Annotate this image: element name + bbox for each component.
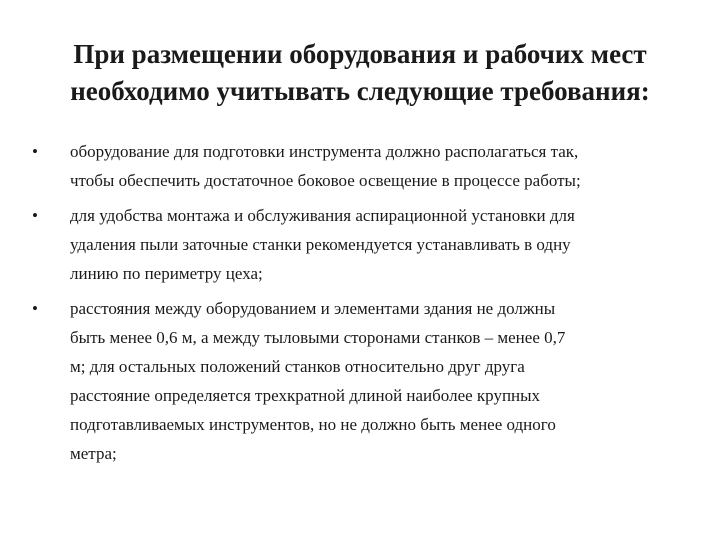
slide-title xyxy=(40,36,680,110)
bullet-text-line: удаления пыли заточные станки рекомендуется устанавливать в одну xyxy=(70,235,571,254)
bullet-text-line: м; для остальных положений станков относительно друг друга xyxy=(70,357,525,376)
bullet-text-line: чтобы обеспечить достаточное боковое освещение в процессе работы; xyxy=(70,171,581,190)
bullet-text-line: расстояния между оборудованием и элементами здания не должны xyxy=(70,299,556,318)
bullet-marker: • xyxy=(32,142,38,161)
slide-title-line: При размещении оборудования и рабочих мест xyxy=(73,39,647,69)
bullet-list xyxy=(30,137,690,474)
bullet-item xyxy=(30,137,690,195)
bullet-text-line: линию по периметру цеха; xyxy=(70,264,263,283)
bullet-text-line: для удобства монтажа и обслуживания аспирационной установки для xyxy=(70,206,575,225)
bullet-text-line: быть менее 0,6 м, а между тыловыми сторонами станков – менее 0,7 xyxy=(70,328,566,347)
bullet-item xyxy=(30,201,690,288)
bullet-text-line: подготавливаемых инструментов, но не должно быть менее одного xyxy=(70,415,556,434)
slide-title-line: необходимо учитывать следующие требования: xyxy=(70,76,650,106)
bullet-text-line: расстояние определяется трехкратной длиной наиболее крупных xyxy=(70,386,541,405)
bullet-text-line: оборудование для подготовки инструмента должно располагаться так, xyxy=(70,142,579,161)
bullet-marker: • xyxy=(32,299,38,318)
bullet-text-line: метра; xyxy=(70,444,117,463)
bullet-marker: • xyxy=(32,206,38,225)
bullet-item xyxy=(30,294,690,468)
